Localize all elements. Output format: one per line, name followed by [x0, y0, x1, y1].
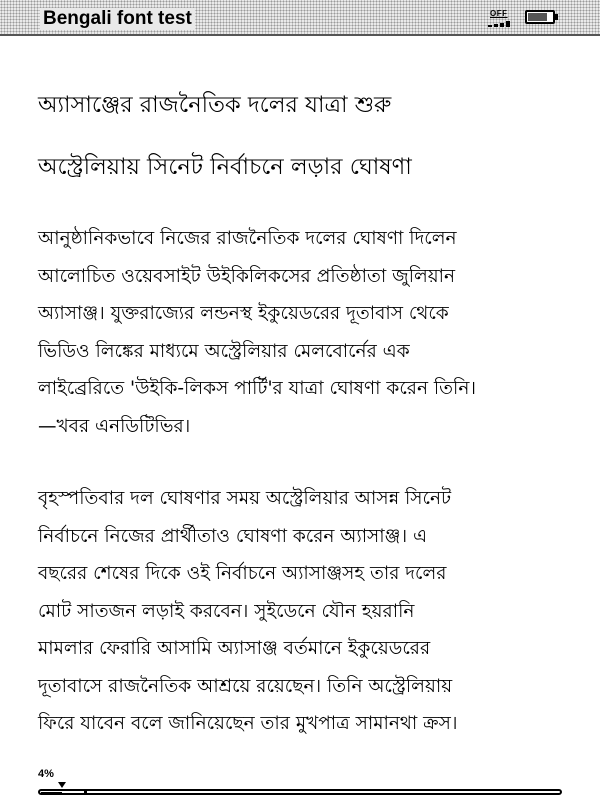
wifi-icon — [486, 8, 516, 30]
article-body — [38, 88, 568, 743]
wifi-bars-icon — [488, 21, 514, 27]
text-line: মামলার ফেরারি আসামি অ্যাসাঞ্জ বর্তমানে ইকুয়েডরের — [38, 638, 431, 659]
text-line: লাইব্রেরিতে 'উইকি-লিকস পার্টি'র যাত্রা ঘোষণা করেন তিনি। — [38, 378, 477, 399]
app-title: Bengali font test — [40, 8, 195, 30]
text-line: আলোচিত ওয়েবসাইট উইকিলিকসের প্রতিষ্ঠাতা জুলিয়ান — [38, 265, 456, 287]
progress-tick — [84, 791, 87, 793]
battery-icon — [525, 10, 555, 24]
text-line: আনুষ্ঠানিকভাবে নিজের রাজনৈতিক দলের ঘোষণা দিলেন — [38, 228, 457, 249]
battery-level — [528, 13, 547, 21]
progress-marker-icon — [58, 782, 66, 788]
progress-percent: 4% — [38, 768, 54, 780]
headline-2: অস্ট্রেলিয়ায় সিনেট নির্বাচনে লড়ার ঘোষণা — [38, 154, 412, 180]
text-line: মোট সাতজন লড়াই করবেন। সুইডেনে যৌন হয়রানি — [38, 600, 415, 622]
paragraph-1 — [38, 220, 568, 445]
progress-fill — [41, 792, 62, 794]
headline-1: অ্যাসাঞ্জের রাজনৈতিক দলের যাত্রা শুরু — [38, 92, 392, 118]
text-line: —খবর এনডিটিভির। — [38, 415, 191, 437]
wifi-status-label: OFF — [490, 9, 508, 18]
battery-tip — [555, 14, 558, 20]
text-line: অ্যাসাঞ্জ। যুক্তরাজ্যের লন্ডনস্থ ইকুয়েডরের দূতাবাস থেকে — [38, 303, 449, 324]
text-line: ভিডিও লিঙ্কের মাধ্যমে অস্ট্রেলিয়ার মেলবোর্নের এক — [38, 340, 410, 362]
reading-progress-bar[interactable] — [38, 789, 562, 795]
text-line: ফিরে যাবেন বলে জানিয়েছেন তার মুখপাত্র সামানথা ক্রস। — [38, 713, 458, 734]
text-line: বছরের শেষের দিকে ওই নির্বাচনে অ্যাসাঞ্জসহ তার দলের — [38, 563, 447, 584]
text-line: দূতাবাসে রাজনৈতিক আশ্রয়ে রয়েছেন। তিনি অস্ট্রেলিয়ায় — [38, 675, 453, 697]
paragraph-2 — [38, 480, 568, 743]
status-bar — [0, 0, 600, 36]
text-line: নির্বাচনে নিজের প্রার্থীতাও ঘোষণা করেন অ্যাসাঞ্জ। এ — [38, 525, 428, 547]
text-line: বৃহস্পতিবার দল ঘোষণার সময় অস্ট্রেলিয়ার আসন্ন সিনেট — [38, 488, 452, 509]
